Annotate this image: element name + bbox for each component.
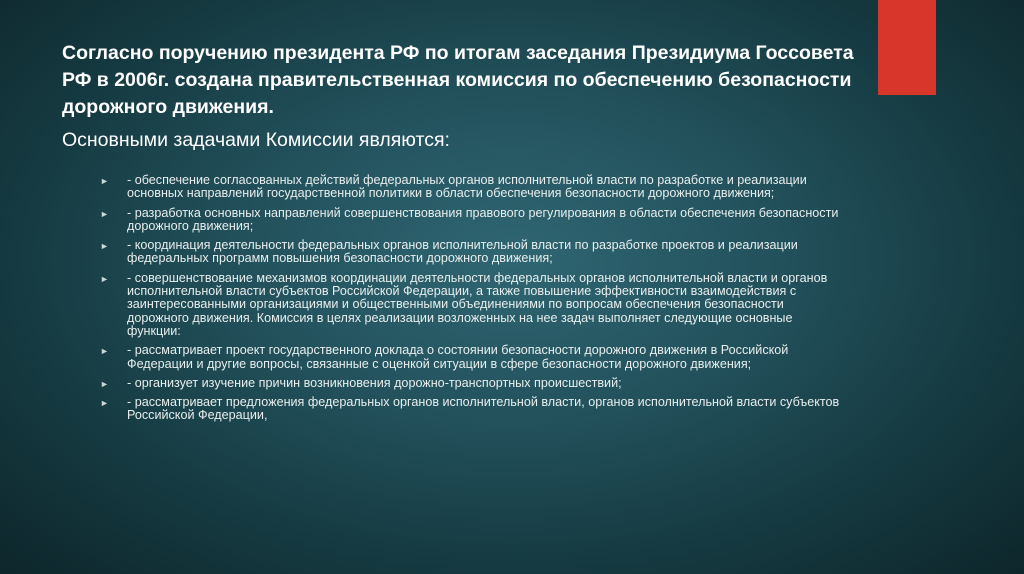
list-item-text: - рассматривает предложения федеральных органов исполнительной власти, органов исполнительной власти субъектов Российской Федерации, xyxy=(127,395,840,423)
list-item-text: - координация деятельности федеральных органов исполнительной власти по разработке проектов и реализации федеральных программ повышения безопасности дорожного движения; xyxy=(127,238,798,266)
list-item xyxy=(100,344,845,371)
list-item-text: - совершенствование механизмов координации деятельности федеральных органов исполнительной власти и органов исполнительной власти субъектов Российской Федерации, а также повышение эффективности взаимодействия с заинтересованными организациями и общественными объединениями по вопросам обеспечения безопасности дорожного движения. Комиссия в целях реализации возложенных на нее задач выполняет следующие основные функции: xyxy=(127,270,828,338)
list-item xyxy=(100,396,845,423)
triangle-right-icon: ► xyxy=(100,273,109,284)
list-item xyxy=(100,207,845,234)
task-list xyxy=(100,174,845,429)
triangle-right-icon: ► xyxy=(100,378,109,389)
list-item-text: - организует изучение причин возникновения дорожно-транспортных происшествий; xyxy=(127,375,622,390)
list-item xyxy=(100,272,845,338)
accent-bar xyxy=(878,0,936,95)
list-item-text: - разработка основных направлений совершенствования правового регулирования в области обеспечения безопасности дорожного движения; xyxy=(127,205,839,233)
triangle-right-icon: ► xyxy=(100,208,109,219)
triangle-right-icon: ► xyxy=(100,346,109,357)
triangle-right-icon: ► xyxy=(100,398,109,409)
list-item xyxy=(100,239,845,266)
triangle-right-icon: ► xyxy=(100,241,109,252)
slide-title: Согласно поручению президента РФ по итогам заседания Президиума Госсовета РФ в 2006г. создана правительственная комиссия по обеспечению безопасности дорожного движения. xyxy=(62,42,854,118)
list-item xyxy=(100,377,845,390)
slide-subtitle: Основными задачами Комиссии являются: xyxy=(62,129,450,151)
list-item-text: - рассматривает проект государственного доклада о состоянии безопасности дорожного движения в Российской Федерации и другие вопросы, связанные с оценкой ситуации в сфере безопасности дорожного движения; xyxy=(127,343,789,371)
list-item-text: - обеспечение согласованных действий федеральных органов исполнительной власти по разработке и реализации основных направлений государственной политики в области обеспечения безопасности дорожного движения; xyxy=(127,173,807,201)
list-item xyxy=(100,174,845,201)
triangle-right-icon: ► xyxy=(100,176,109,186)
